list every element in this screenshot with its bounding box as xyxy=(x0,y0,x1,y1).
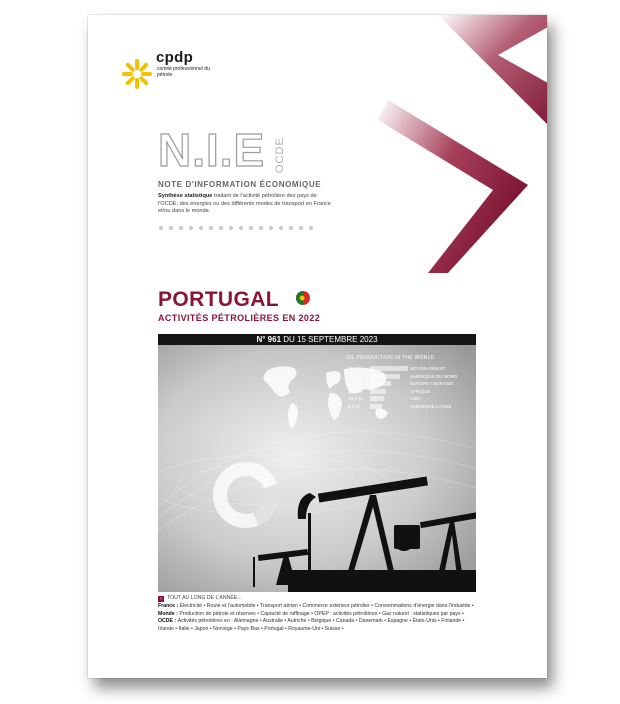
oil-stat-label: MOYEN-ORIENT xyxy=(410,366,446,371)
publication-subtitle: NOTE D'INFORMATION ÉCONOMIQUE xyxy=(158,180,322,189)
oil-stat-row xyxy=(348,373,458,380)
topics-lead-text: TOUT AU LONG DE L'ANNÉE... xyxy=(167,595,242,601)
oil-stat-value: 29,6 % xyxy=(348,366,363,371)
oil-stat-label: AMÉRIQUE LATINE xyxy=(410,403,452,409)
oil-production-title: OIL PRODUCTION IN THE WORLD xyxy=(346,355,435,361)
arrow-right-icon: › xyxy=(158,596,164,602)
description-text: traitant de l'activité pétrolière des pays de l'OCDE, des énergies ou des différents modes de transport en France et/ou dans le monde. xyxy=(158,193,331,214)
france-topics: Électricité • Route et l'automobile • Transport aérien • Commerce extérieur pétrolier • Consommations d'énergie dans l'industrie • xyxy=(179,602,474,609)
issue-bar xyxy=(158,334,476,345)
annual-topics xyxy=(158,595,476,634)
oil-stat-bar xyxy=(370,366,408,371)
country-title: PORTUGAL xyxy=(158,288,280,311)
oil-stat-label: ASIE xyxy=(410,396,421,401)
issue-number: N° 961 xyxy=(256,335,282,344)
oil-stat-bar xyxy=(370,381,391,386)
topics-body xyxy=(158,603,476,634)
ocde-topics-label: OCDE : xyxy=(158,618,178,625)
cpdp-logo xyxy=(120,49,210,89)
oil-stat-row xyxy=(348,366,446,372)
logo-subtitle: comité professionnel du pétrole xyxy=(157,66,210,78)
oil-stat-value: 9,2 % xyxy=(348,403,360,409)
oil-stat-bar xyxy=(370,396,384,401)
oil-stat-bar xyxy=(370,389,386,394)
dot-separator xyxy=(158,225,318,231)
ocde-label: OCDE xyxy=(274,137,286,173)
monde-label: Monde : xyxy=(158,610,180,617)
activity-subtitle: ACTIVITÉS PÉTROLIÈRES EN 2022 xyxy=(158,313,321,323)
publication-description xyxy=(158,193,333,216)
issue-date: DU 15 SEPTEMBRE 2023 xyxy=(281,335,378,344)
oil-stat-bar xyxy=(370,374,400,379)
sun-icon xyxy=(120,57,154,91)
oil-stat-label: EUROPE / EURASIE xyxy=(410,381,454,386)
topics-lead xyxy=(158,595,476,603)
monde-topics: Production de pétrole et réserves • Capacité de raffinage • OPEP : activités pétrolières • Gaz naturel : statistiques par pays • xyxy=(179,610,464,617)
oil-stat-row xyxy=(348,388,431,395)
oil-stat-row xyxy=(348,396,421,402)
nie-title: N.I.E xyxy=(158,124,266,176)
portugal-flag-icon xyxy=(296,291,310,305)
oil-stat-label: AFRIQUE xyxy=(410,388,431,394)
oil-stat-value: 10,2 % xyxy=(348,396,363,401)
logo-wordmark: cpdp xyxy=(156,49,194,66)
oil-stat-row xyxy=(348,381,454,387)
chevron-graphic xyxy=(358,15,547,285)
oil-stat-value: 22,1 % xyxy=(348,373,363,379)
cover-illustration xyxy=(158,334,476,592)
oil-stat-label: AMÉRIQUE DU NORD xyxy=(410,373,458,379)
ocde-topics: Activités pétrolières en : Allemagne • Australie • Autriche • Belgique • Canada • Danemark • Espagne • États-Unis • Finlande • Irlande • Italie • Japon • Norvège • Pays-Bas • Portugal • Royaume-Uni • Suisse • xyxy=(158,618,465,633)
oil-stat-row xyxy=(348,403,452,410)
oil-stat-value: 10,6 % xyxy=(348,388,363,394)
oil-stat-value: 14,8 % xyxy=(348,381,363,386)
description-bold: Synthèse statistique xyxy=(158,193,213,199)
cover-page xyxy=(88,15,547,678)
oil-stat-bar xyxy=(370,404,382,409)
france-label: France : xyxy=(158,602,180,609)
